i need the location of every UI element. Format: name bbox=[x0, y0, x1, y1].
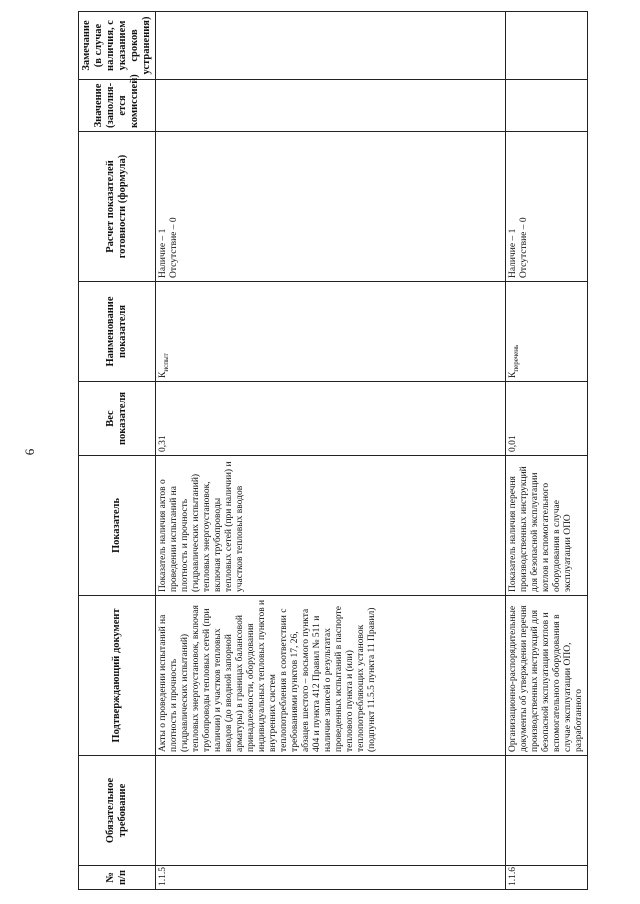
row-indicator-name bbox=[156, 282, 506, 382]
row-indicator-name bbox=[506, 282, 588, 382]
table-header-row bbox=[79, 12, 156, 890]
row-weight: 0,31 bbox=[156, 382, 506, 456]
row-value bbox=[156, 80, 506, 132]
row-calculation bbox=[156, 132, 506, 282]
row-remark bbox=[506, 12, 588, 80]
header-num: № п/п bbox=[79, 866, 156, 890]
table-row bbox=[156, 12, 506, 890]
indicator-symbol: К bbox=[158, 371, 168, 378]
header-document: Подтверждающий документ bbox=[79, 596, 156, 756]
row-num: 1.1.5 bbox=[156, 866, 506, 890]
indicator-subscript: испыт bbox=[161, 353, 170, 372]
header-remark: Замечание (в случае наличия, с указанием сроков устранения) bbox=[79, 12, 156, 80]
indicator-symbol: К bbox=[508, 371, 518, 378]
row-value bbox=[506, 80, 588, 132]
row-remark bbox=[156, 12, 506, 80]
page-number: 6 bbox=[22, 448, 37, 456]
header-calculation: Расчет показателей готовности (формула) bbox=[79, 132, 156, 282]
header-indicator: Показатель bbox=[79, 456, 156, 596]
row-indicator: Показатель наличия перечня производственных инструкций для безопасной эксплуатации котлов и вспомогательного оборудования в случае эксплуатации ОПО bbox=[506, 456, 588, 596]
row-document: Организационно-распорядительные документы об утверждении перечня производственных инструкций для безопасной эксплуатации котлов и вспомогательного оборудования в случае эксплуатации ОПО, разработанного bbox=[506, 596, 588, 756]
rotated-page-content bbox=[78, 12, 588, 890]
table-row bbox=[506, 12, 588, 890]
calc-present: Наличие – 1 bbox=[158, 228, 168, 278]
row-weight: 0,01 bbox=[506, 382, 588, 456]
row-requirement bbox=[506, 756, 588, 866]
calc-absent: Отсутствие – 0 bbox=[169, 217, 179, 278]
row-requirement bbox=[156, 756, 506, 866]
header-indicator-name: Наименование показателя bbox=[79, 282, 156, 382]
row-document: Акты о проведении испытаний на плотность и прочность (гидравлических испытаний) тепловых энергоустановок, включая трубопроводы тепловых сетей (при наличии) и участков тепловых вводов (до вводной запорной арматуры) в границах балансовой принадлежности, оборудования индивидуальных тепловых пунктов и внутренних систем теплопотребления в соответствии с требованиями пунктов 17, 26, абзацев шестого – восьмого пункта 404 и пункта 412 Правил № 511 и наличие записей о результатах проведенных испытаний в паспорте теплового пункта и (или) теплопотребляющих установок (подпункт 11.5.5 пункта 11 Правил) bbox=[156, 596, 506, 756]
row-indicator: Показатель наличия актов о проведении испытаний на плотность и прочность (гидравлических испытаний) тепловых энергоустановок, включая трубопроводы тепловых сетей (при наличии) и участков тепловых вводов bbox=[156, 456, 506, 596]
indicator-subscript: перечень bbox=[511, 344, 520, 372]
header-weight: Вес показателя bbox=[79, 382, 156, 456]
calc-absent: Отсутствие – 0 bbox=[519, 217, 529, 278]
calc-present: Наличие – 1 bbox=[508, 228, 518, 278]
header-requirement: Обязательное требование bbox=[79, 756, 156, 866]
readiness-table bbox=[78, 11, 588, 890]
row-calculation bbox=[506, 132, 588, 282]
header-value: Значение (заполня-ется комиссией) bbox=[79, 80, 156, 132]
row-num: 1.1.6 bbox=[506, 866, 588, 890]
